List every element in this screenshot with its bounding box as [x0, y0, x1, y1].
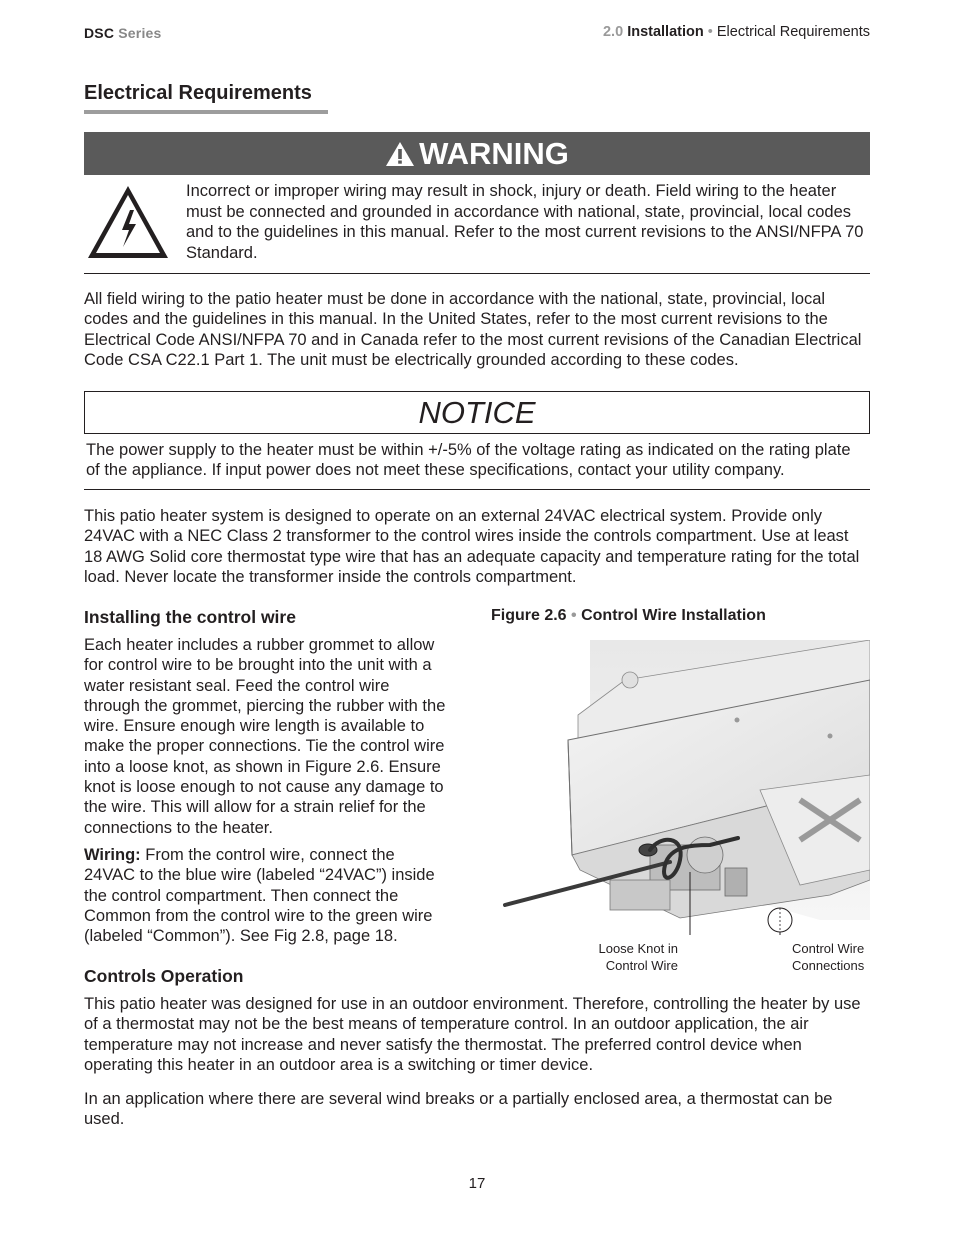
- warning-text: Incorrect or improper wiring may result in shock, injury or death. Field wiring to the heater must be connected and grounded in accordance with national, state, provincial, local codes and to the guidelines in this manual. Refer to the most current revisions to the ANSI/NFPA 70 Standard.: [186, 182, 864, 262]
- warning-triangle-icon: [385, 141, 415, 167]
- section-title: Electrical Requirements: [84, 82, 312, 104]
- label-knot-line2: Control Wire: [605, 958, 678, 973]
- notice-divider: [84, 489, 870, 490]
- topic-name: Electrical Requirements: [716, 24, 870, 40]
- label-knot-line1: Loose Knot in: [598, 941, 678, 956]
- installing-heading: Installing the control wire: [84, 607, 296, 627]
- label-conn-line2: Connections: [792, 958, 865, 973]
- brand-name: DSC: [84, 25, 115, 41]
- label-conn-line1: Control Wire: [792, 941, 865, 956]
- notice-banner: [84, 391, 870, 434]
- series-label: Series: [118, 25, 162, 41]
- section-number: 2.0: [602, 24, 624, 40]
- electric-shock-icon: [86, 184, 170, 265]
- transformer-paragraph: This patio heater system is designed to operate on an external 24VAC electrical system. Provide only 24VAC with a NEC Class 2 transformer to the control wires inside the controls compartment. Use at least 18 AWG Solid core thermostat type wire that has an adequate capacity and temperature rating for the total load. Never locate the transformer inside the controls compartment.: [84, 507, 860, 586]
- wiring-label: Wiring:: [84, 845, 141, 864]
- figure-number: Figure 2.6: [491, 607, 567, 624]
- figure-title: Control Wire Installation: [581, 607, 766, 624]
- installing-body: [84, 635, 446, 953]
- wiring-codes-paragraph: All field wiring to the patio heater must be done in accordance with the national, state, provincial, local codes and the guidelines in this manual. In the United States, refer to the most current revisions to the Electrical Code ANSI/NFPA 70 and in Canada refer to the most current revisions of the Canadian Electrical Code CSA C22.1 Part 1. The unit must be electrically grounded according to these codes.: [84, 290, 862, 369]
- warning-banner: [84, 132, 870, 175]
- controls-paragraph-1: This patio heater was designed for use in an outdoor environment. Therefore, controlling the heater by use of a thermostat may not be the best means of temperature control. In an outdoor application, the air temperature may not increase and never satisfy the thermostat. The preferred control device when operating this heater in an outdoor area is a switching or timer device.: [84, 995, 861, 1074]
- section-name: Installation: [627, 24, 704, 40]
- controls-heading: Controls Operation: [84, 966, 244, 986]
- wiring-paragraph: [84, 845, 446, 946]
- breadcrumb-separator: •: [707, 24, 713, 40]
- header-breadcrumb: [603, 24, 870, 40]
- figure-caption: [491, 607, 766, 625]
- section-title-underline: [84, 110, 328, 114]
- installing-paragraph: Each heater includes a rubber grommet to allow for control wire to be brought into the unit with a water resistant seal. Feed the control wire through the grommet, piercing the rubber with the wire. Ensure enough wire length is available to make the proper connections. Tie the control wire into a loose knot, as shown in Figure 2.6. Ensure knot is loose enough to not cause any damage to the wire. This will allow for a strain relief for the connections to the heater.: [84, 636, 446, 837]
- figure-label-loose-knot: [560, 940, 678, 974]
- figure-separator: •: [571, 607, 577, 624]
- page-number: 17: [468, 1175, 486, 1192]
- warning-title: WARNING: [419, 135, 569, 171]
- control-wire-figure: [500, 640, 870, 940]
- header-series: [84, 25, 162, 41]
- wiring-text: From the control wire, connect the 24VAC to the blue wire (labeled “24VAC”) inside the control compartment. Then connect the Common from the control wire to the green wire (labeled “Common”). See Fig 2.8, page 18.: [84, 845, 435, 946]
- controls-paragraph-2: In an application where there are several wind breaks or a partially enclosed area, a thermostat can be used.: [84, 1090, 833, 1129]
- notice-title: NOTICE: [418, 394, 536, 430]
- warning-divider: [84, 273, 870, 274]
- figure-label-connections: [792, 940, 882, 974]
- notice-text: The power supply to the heater must be within +/-5% of the voltage rating as indicated on the rating plate of the appliance. If input power does not meet these specifications, contact your utility company.: [86, 441, 851, 480]
